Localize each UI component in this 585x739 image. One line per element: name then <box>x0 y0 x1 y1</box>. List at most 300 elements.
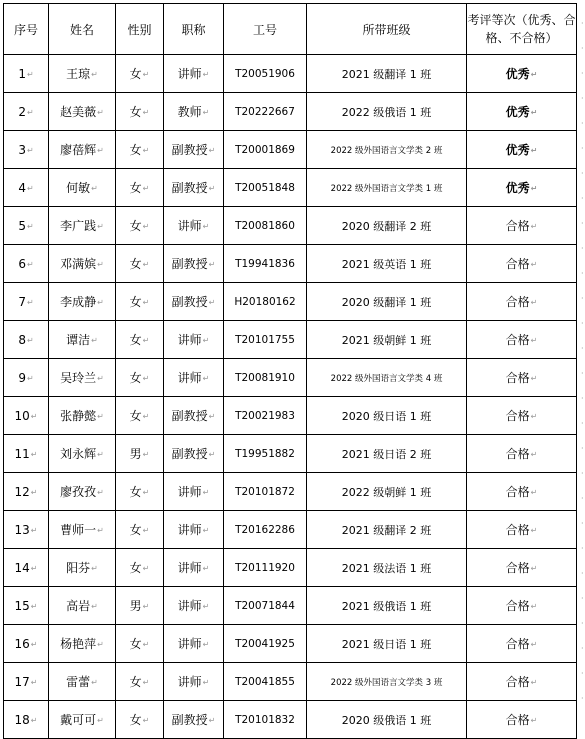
paragraph-mark-icon: ↵ <box>142 374 150 383</box>
cell-name-text: 张静懿 <box>60 409 97 423</box>
cell-title <box>164 283 224 321</box>
cell-grade-text: 合格 <box>505 675 530 689</box>
cell-class-text: 2020 级日语 1 班 <box>341 409 432 423</box>
cell-gender <box>116 587 164 625</box>
cell-gender <box>116 473 164 511</box>
cell-grade-text: 合格 <box>505 295 530 309</box>
table-row <box>4 131 577 169</box>
paragraph-mark-icon: ↵ <box>530 602 538 611</box>
cell-no <box>4 435 49 473</box>
cell-grade-text: 合格 <box>505 523 530 537</box>
paragraph-mark-icon: ↵ <box>208 260 216 269</box>
cell-name <box>49 283 116 321</box>
cell-no-text: 7 <box>18 294 26 309</box>
cell-gender <box>116 435 164 473</box>
cell-id <box>224 435 307 473</box>
cell-gender <box>116 359 164 397</box>
paragraph-mark-icon: ↵ <box>97 526 104 535</box>
paragraph-mark-icon: ↵ <box>30 715 38 725</box>
paragraph-mark-icon: ↵ <box>91 184 98 193</box>
cell-gender <box>116 663 164 701</box>
cell-id-text: T20001869 <box>235 143 295 156</box>
paragraph-mark-icon: ↵ <box>142 184 150 193</box>
cell-gender-text: 女 <box>129 713 142 727</box>
cell-class-text: 2022 级外国语言文学类 1 班 <box>330 183 443 194</box>
paragraph-mark-icon: ↵ <box>142 450 150 459</box>
cell-no <box>4 55 49 93</box>
paragraph-mark-icon: ↵ <box>142 146 150 155</box>
cell-name <box>49 131 116 169</box>
paragraph-mark-icon: ↵ <box>202 602 210 611</box>
paragraph-mark-icon: ↵ <box>530 184 538 193</box>
paragraph-mark-icon: ↵ <box>530 374 538 383</box>
paragraph-mark-icon: ↵ <box>142 108 150 117</box>
cell-grade-text: 合格 <box>505 713 530 727</box>
cell-grade <box>467 511 577 549</box>
cell-gender <box>116 511 164 549</box>
paragraph-mark-icon: ↵ <box>30 563 38 573</box>
cell-name-text: 李广践 <box>60 219 97 233</box>
paragraph-mark-icon: ↵ <box>30 487 38 497</box>
cell-name-text: 刘永辉 <box>60 447 97 461</box>
cell-class-text: 2021 级翻译 1 班 <box>341 67 432 81</box>
cell-class-text: 2022 级外国语言文学类 4 班 <box>330 373 443 384</box>
cell-no-text: 1 <box>18 66 26 81</box>
cell-class-text: 2022 级外国语言文学类 2 班 <box>330 145 443 156</box>
paragraph-mark-icon: ↵ <box>91 602 98 611</box>
cell-class-text: 2022 级外国语言文学类 3 班 <box>330 677 443 688</box>
cell-id-text: T20101872 <box>235 485 295 498</box>
paragraph-mark-icon: ↵ <box>26 183 34 193</box>
cell-id-text: T20051906 <box>235 67 295 80</box>
cell-grade <box>467 169 577 207</box>
cell-gender-text: 女 <box>129 333 142 347</box>
cell-id <box>224 587 307 625</box>
cell-no <box>4 625 49 663</box>
paragraph-mark-icon: ↵ <box>142 336 150 345</box>
cell-class <box>307 321 467 359</box>
table-row <box>4 169 577 207</box>
margin-tick-icon: · <box>581 419 584 428</box>
cell-grade <box>467 473 577 511</box>
paragraph-mark-icon: ↵ <box>530 108 538 117</box>
evaluation-table <box>3 3 577 739</box>
cell-grade <box>467 55 577 93</box>
cell-id-text: T20222667 <box>235 105 295 118</box>
cell-title <box>164 131 224 169</box>
cell-no-text: 4 <box>18 180 26 195</box>
margin-tick-icon: · <box>581 469 584 478</box>
table-row <box>4 511 577 549</box>
cell-gender <box>116 207 164 245</box>
cell-class <box>307 473 467 511</box>
cell-gender <box>116 245 164 283</box>
cell-class-text: 2021 级翻译 2 班 <box>341 523 432 537</box>
cell-title-text: 讲师 <box>177 67 202 81</box>
cell-no-text: 8 <box>18 332 26 347</box>
paragraph-mark-icon: ↵ <box>30 449 38 459</box>
paragraph-mark-icon: ↵ <box>97 260 104 269</box>
paragraph-mark-icon: ↵ <box>26 259 34 269</box>
cell-name <box>49 321 116 359</box>
paragraph-mark-icon: ↵ <box>26 335 34 345</box>
cell-class <box>307 511 467 549</box>
cell-grade <box>467 245 577 283</box>
cell-title <box>164 169 224 207</box>
margin-tick-icon: · <box>581 219 584 228</box>
cell-gender <box>116 131 164 169</box>
cell-no <box>4 587 49 625</box>
cell-grade <box>467 587 577 625</box>
cell-class <box>307 55 467 93</box>
cell-name-text: 廖孜孜 <box>60 485 97 499</box>
cell-gender-text: 女 <box>129 67 142 81</box>
table-row <box>4 701 577 739</box>
cell-no <box>4 169 49 207</box>
paragraph-mark-icon: ↵ <box>202 526 210 535</box>
paragraph-mark-icon: ↵ <box>26 107 34 117</box>
cell-no <box>4 397 49 435</box>
cell-no-text: 5 <box>18 218 26 233</box>
paragraph-mark-icon: ↵ <box>91 564 98 573</box>
cell-class <box>307 245 467 283</box>
cell-name-text: 王琼 <box>66 67 91 81</box>
cell-gender <box>116 321 164 359</box>
cell-title <box>164 663 224 701</box>
cell-gender-text: 女 <box>129 485 142 499</box>
cell-gender <box>116 625 164 663</box>
cell-gender <box>116 397 164 435</box>
cell-gender-text: 女 <box>129 675 142 689</box>
paragraph-mark-icon: ↵ <box>142 640 150 649</box>
cell-grade-text: 优秀 <box>505 105 530 119</box>
margin-tick-icon: · <box>581 119 584 128</box>
cell-gender-text: 女 <box>129 409 142 423</box>
margin-tick-icon: · <box>581 244 584 253</box>
cell-title-text: 讲师 <box>177 371 202 385</box>
cell-title-text: 副教授 <box>171 409 208 423</box>
cell-name-text: 邓满嫔 <box>60 257 97 271</box>
cell-title <box>164 93 224 131</box>
cell-grade-text: 合格 <box>505 485 530 499</box>
paragraph-mark-icon: ↵ <box>142 526 150 535</box>
paragraph-mark-icon: ↵ <box>530 70 538 79</box>
paragraph-mark-icon: ↵ <box>97 488 104 497</box>
cell-grade <box>467 625 577 663</box>
margin-tick-icon: · <box>581 669 584 678</box>
cell-name <box>49 663 116 701</box>
paragraph-mark-icon: ↵ <box>91 70 98 79</box>
cell-gender <box>116 169 164 207</box>
cell-name <box>49 435 116 473</box>
cell-grade-text: 合格 <box>505 599 530 613</box>
cell-name <box>49 587 116 625</box>
paragraph-mark-icon: ↵ <box>202 336 210 345</box>
cell-class <box>307 435 467 473</box>
paragraph-mark-icon: ↵ <box>97 108 104 117</box>
cell-class <box>307 549 467 587</box>
cell-grade-text: 合格 <box>505 637 530 651</box>
paragraph-mark-icon: ↵ <box>30 677 38 687</box>
cell-grade <box>467 397 577 435</box>
cell-title-text: 讲师 <box>177 675 202 689</box>
cell-no <box>4 131 49 169</box>
table-row <box>4 55 577 93</box>
cell-title-text: 副教授 <box>171 713 208 727</box>
header-title: 职称 <box>164 4 224 55</box>
cell-title <box>164 359 224 397</box>
cell-grade <box>467 701 577 739</box>
cell-no <box>4 245 49 283</box>
cell-id <box>224 245 307 283</box>
cell-title-text: 副教授 <box>171 143 208 157</box>
table-row <box>4 663 577 701</box>
paragraph-mark-icon: ↵ <box>202 564 210 573</box>
cell-grade <box>467 93 577 131</box>
paragraph-mark-icon: ↵ <box>530 526 538 535</box>
cell-no <box>4 511 49 549</box>
paragraph-mark-icon: ↵ <box>30 411 38 421</box>
cell-title-text: 副教授 <box>171 447 208 461</box>
cell-name-text: 阳芬 <box>66 561 91 575</box>
cell-class-text: 2020 级翻译 2 班 <box>341 219 432 233</box>
cell-no-text: 10 <box>14 408 30 423</box>
paragraph-mark-icon: ↵ <box>91 678 98 687</box>
cell-gender-text: 女 <box>129 105 142 119</box>
cell-name-text: 戴可可 <box>60 713 97 727</box>
paragraph-mark-icon: ↵ <box>30 525 38 535</box>
paragraph-mark-icon: ↵ <box>530 222 538 231</box>
cell-title-text: 讲师 <box>177 599 202 613</box>
margin-tick-icon: · <box>581 644 584 653</box>
paragraph-mark-icon: ↵ <box>530 640 538 649</box>
cell-grade-text: 合格 <box>505 257 530 271</box>
cell-no-text: 18 <box>14 712 30 727</box>
paragraph-mark-icon: ↵ <box>530 298 538 307</box>
cell-no <box>4 283 49 321</box>
paragraph-mark-icon: ↵ <box>97 640 104 649</box>
paragraph-mark-icon: ↵ <box>30 601 38 611</box>
cell-grade <box>467 359 577 397</box>
cell-id-text: T20101755 <box>235 333 295 346</box>
paragraph-mark-icon: ↵ <box>208 184 216 193</box>
cell-name <box>49 359 116 397</box>
paragraph-mark-icon: ↵ <box>142 222 150 231</box>
cell-gender-text: 女 <box>129 561 142 575</box>
paragraph-mark-icon: ↵ <box>26 297 34 307</box>
margin-tick-icon: · <box>581 69 584 78</box>
paragraph-mark-icon: ↵ <box>530 450 538 459</box>
paragraph-mark-icon: ↵ <box>530 412 538 421</box>
table-row <box>4 625 577 663</box>
paragraph-mark-icon: ↵ <box>530 336 538 345</box>
header-id: 工号 <box>224 4 307 55</box>
paragraph-mark-icon: ↵ <box>97 374 104 383</box>
paragraph-mark-icon: ↵ <box>142 678 150 687</box>
paragraph-mark-icon: ↵ <box>208 298 216 307</box>
cell-gender-text: 女 <box>129 637 142 651</box>
margin-tick-icon: · <box>581 594 584 603</box>
paragraph-mark-icon: ↵ <box>97 450 104 459</box>
cell-id-text: T20041925 <box>235 637 295 650</box>
table-row <box>4 549 577 587</box>
cell-class-text: 2022 级朝鲜 1 班 <box>341 485 432 499</box>
paragraph-mark-icon: ↵ <box>202 108 210 117</box>
paragraph-mark-icon: ↵ <box>208 412 216 421</box>
cell-gender <box>116 93 164 131</box>
cell-class-text: 2021 级朝鲜 1 班 <box>341 333 432 347</box>
paragraph-mark-icon: ↵ <box>202 374 210 383</box>
paragraph-mark-icon: ↵ <box>202 488 210 497</box>
margin-tick-icon: · <box>581 619 584 628</box>
paragraph-mark-icon: ↵ <box>202 678 210 687</box>
cell-no-text: 9 <box>18 370 26 385</box>
table-header-row <box>4 4 577 55</box>
table-row <box>4 435 577 473</box>
cell-id-text: T20111920 <box>235 561 295 574</box>
cell-name <box>49 625 116 663</box>
cell-class <box>307 625 467 663</box>
cell-grade-text: 合格 <box>505 447 530 461</box>
cell-id-text: T20081910 <box>235 371 295 384</box>
cell-no <box>4 701 49 739</box>
cell-grade-text: 合格 <box>505 561 530 575</box>
cell-no <box>4 549 49 587</box>
cell-class-text: 2020 级俄语 1 班 <box>341 713 432 727</box>
margin-tick-icon: · <box>581 19 584 28</box>
table-row <box>4 245 577 283</box>
cell-title-text: 讲师 <box>177 333 202 347</box>
header-name: 姓名 <box>49 4 116 55</box>
cell-name <box>49 549 116 587</box>
paragraph-mark-icon: ↵ <box>208 146 216 155</box>
cell-name <box>49 169 116 207</box>
paragraph-mark-icon: ↵ <box>97 412 104 421</box>
margin-tick-icon: · <box>581 369 584 378</box>
margin-tick-icon: · <box>581 519 584 528</box>
cell-title <box>164 587 224 625</box>
table-row <box>4 397 577 435</box>
cell-name <box>49 245 116 283</box>
cell-id <box>224 549 307 587</box>
cell-grade-text: 优秀 <box>505 143 530 157</box>
header-grade: 考评等次（优秀、合格、不合格） <box>467 4 577 55</box>
cell-id <box>224 473 307 511</box>
paragraph-mark-icon: ↵ <box>202 70 210 79</box>
cell-no-text: 6 <box>18 256 26 271</box>
cell-class <box>307 169 467 207</box>
table-body <box>4 55 577 739</box>
paragraph-mark-icon: ↵ <box>91 336 98 345</box>
cell-grade <box>467 131 577 169</box>
cell-title-text: 副教授 <box>171 181 208 195</box>
cell-id <box>224 207 307 245</box>
paragraph-mark-icon: ↵ <box>30 639 38 649</box>
cell-name-text: 李成静 <box>60 295 97 309</box>
cell-no-text: 3 <box>18 142 26 157</box>
cell-no-text: 15 <box>14 598 30 613</box>
margin-tick-icon: · <box>581 344 584 353</box>
cell-gender-text: 女 <box>129 257 142 271</box>
cell-class-text: 2021 级英语 1 班 <box>341 257 432 271</box>
cell-gender <box>116 701 164 739</box>
cell-title <box>164 207 224 245</box>
cell-title <box>164 511 224 549</box>
cell-grade <box>467 549 577 587</box>
cell-grade-text: 优秀 <box>505 67 530 81</box>
paragraph-mark-icon: ↵ <box>208 450 216 459</box>
cell-title <box>164 397 224 435</box>
margin-tick-icon: · <box>581 44 584 53</box>
cell-class <box>307 663 467 701</box>
cell-id <box>224 169 307 207</box>
paragraph-mark-icon: ↵ <box>202 222 210 231</box>
cell-title-text: 讲师 <box>177 485 202 499</box>
cell-no-text: 16 <box>14 636 30 651</box>
cell-no-text: 13 <box>14 522 30 537</box>
cell-name <box>49 473 116 511</box>
cell-id <box>224 359 307 397</box>
cell-name-text: 吴玲兰 <box>60 371 97 385</box>
cell-id <box>224 701 307 739</box>
paragraph-mark-icon: ↵ <box>142 488 150 497</box>
table-row <box>4 283 577 321</box>
cell-name-text: 高岩 <box>66 599 91 613</box>
cell-class <box>307 283 467 321</box>
margin-tick-icon: · <box>581 169 584 178</box>
table-row <box>4 587 577 625</box>
cell-grade <box>467 207 577 245</box>
cell-title <box>164 245 224 283</box>
cell-gender-text: 女 <box>129 143 142 157</box>
cell-name-text: 赵美薇 <box>60 105 97 119</box>
cell-no-text: 14 <box>14 560 30 575</box>
cell-id <box>224 625 307 663</box>
cell-grade-text: 合格 <box>505 333 530 347</box>
cell-no-text: 12 <box>14 484 30 499</box>
cell-name <box>49 397 116 435</box>
cell-name-text: 廖蓓辉 <box>60 143 97 157</box>
table-row <box>4 473 577 511</box>
margin-tick-icon: · <box>581 694 584 703</box>
paragraph-mark-icon: ↵ <box>530 260 538 269</box>
cell-id-text: H20180162 <box>234 295 296 308</box>
margin-tick-icon: · <box>581 394 584 403</box>
cell-id-text: T20071844 <box>235 599 295 612</box>
paragraph-mark-icon: ↵ <box>142 70 150 79</box>
margin-tick-icon: · <box>581 444 584 453</box>
cell-id <box>224 321 307 359</box>
cell-id-text: T20041855 <box>235 675 295 688</box>
cell-no-text: 2 <box>18 104 26 119</box>
paragraph-mark-icon: ↵ <box>530 678 538 687</box>
cell-name <box>49 55 116 93</box>
cell-title <box>164 473 224 511</box>
cell-gender-text: 男 <box>129 599 142 613</box>
cell-grade <box>467 435 577 473</box>
header-gender: 性别 <box>116 4 164 55</box>
margin-tick-icon: · <box>581 194 584 203</box>
cell-title <box>164 549 224 587</box>
paragraph-mark-icon: ↵ <box>142 298 150 307</box>
cell-name <box>49 207 116 245</box>
margin-tick-icon: · <box>581 319 584 328</box>
cell-gender-text: 男 <box>129 447 142 461</box>
cell-gender <box>116 55 164 93</box>
cell-title <box>164 321 224 359</box>
cell-name-text: 杨艳萍 <box>60 637 97 651</box>
cell-no-text: 11 <box>14 446 30 461</box>
